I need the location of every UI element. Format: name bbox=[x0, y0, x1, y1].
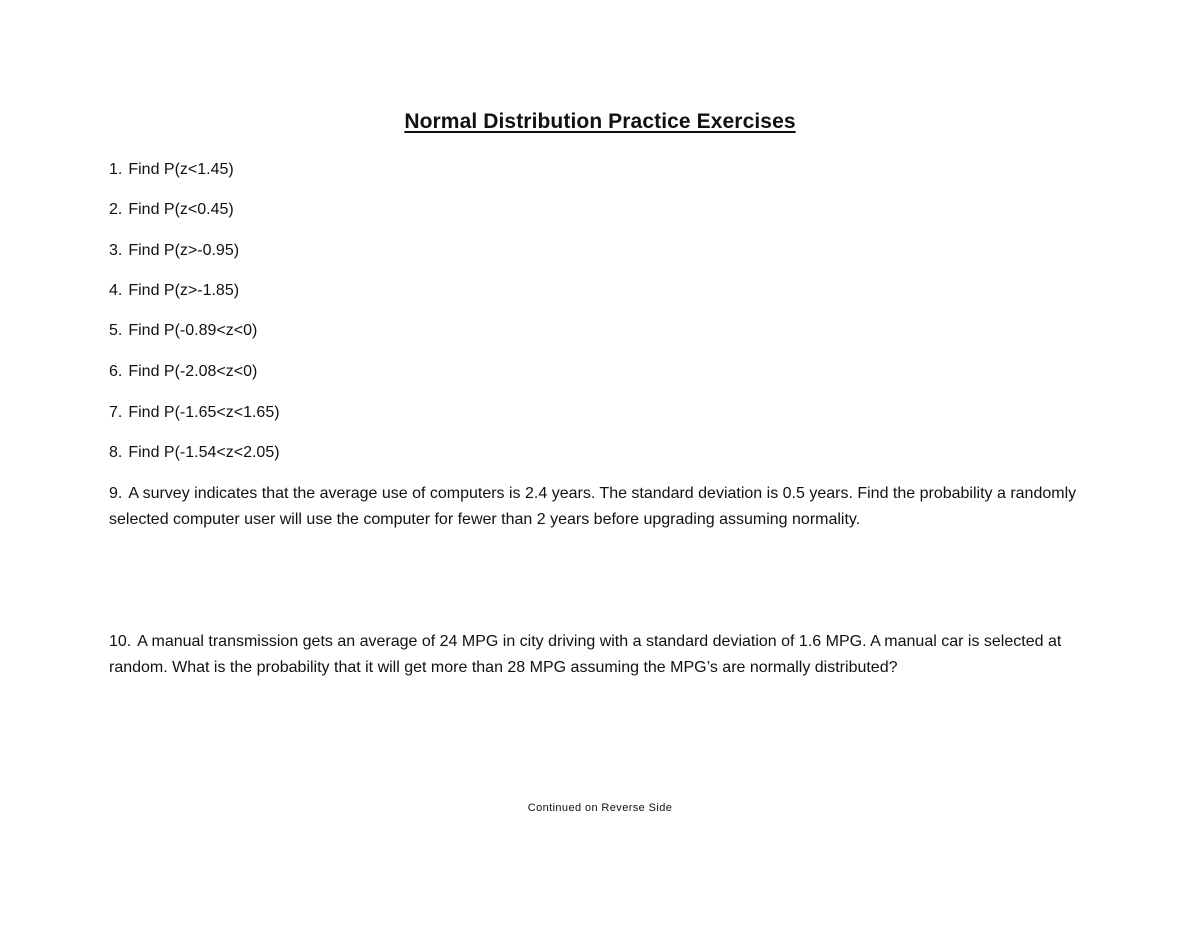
question-2 bbox=[109, 200, 234, 220]
question-number: 8. bbox=[109, 444, 123, 461]
page-title: Normal Distribution Practice Exercises bbox=[404, 110, 796, 133]
question-text: Find P(z>-1.85) bbox=[128, 282, 240, 299]
question-text: Find P(-1.54<z<2.05) bbox=[128, 444, 280, 461]
question-number: 3. bbox=[109, 242, 123, 259]
question-text: Find P(z<0.45) bbox=[128, 201, 234, 218]
question-1 bbox=[109, 160, 234, 180]
question-text: Find P(-2.08<z<0) bbox=[128, 363, 258, 380]
question-4 bbox=[109, 281, 239, 301]
question-number: 2. bbox=[109, 201, 123, 218]
question-number: 1. bbox=[109, 161, 123, 178]
question-number: 4. bbox=[109, 282, 123, 299]
question-text: Find P(-0.89<z<0) bbox=[128, 322, 258, 339]
question-text: A manual transmission gets an average of 24 MPG in city driving with a standard deviation of 1.6 MPG. A manual car is selected at random. What is the probability that it will get more than 28 MPG assuming the MPG’s are normally distributed? bbox=[109, 633, 1062, 676]
question-3 bbox=[109, 241, 239, 261]
question-number: 5. bbox=[109, 322, 123, 339]
question-7 bbox=[109, 403, 280, 423]
question-5 bbox=[109, 321, 257, 341]
footer-note: Continued on Reverse Side bbox=[527, 802, 673, 814]
question-9 bbox=[109, 481, 1099, 533]
question-10 bbox=[109, 629, 1099, 681]
question-8 bbox=[109, 443, 280, 463]
question-number: 6. bbox=[109, 363, 123, 380]
question-text: Find P(-1.65<z<1.65) bbox=[128, 404, 280, 421]
question-number: 9. bbox=[109, 485, 123, 502]
question-number: 10. bbox=[109, 633, 132, 650]
question-6 bbox=[109, 362, 257, 382]
question-text: Find P(z<1.45) bbox=[128, 161, 234, 178]
question-text: Find P(z>-0.95) bbox=[128, 242, 240, 259]
question-number: 7. bbox=[109, 404, 123, 421]
question-text: A survey indicates that the average use of computers is 2.4 years. The standard deviation is 0.5 years. Find the probability a randomly selected computer user will use the computer for fewer than 2 years before upgrading assuming normality. bbox=[109, 485, 1077, 528]
